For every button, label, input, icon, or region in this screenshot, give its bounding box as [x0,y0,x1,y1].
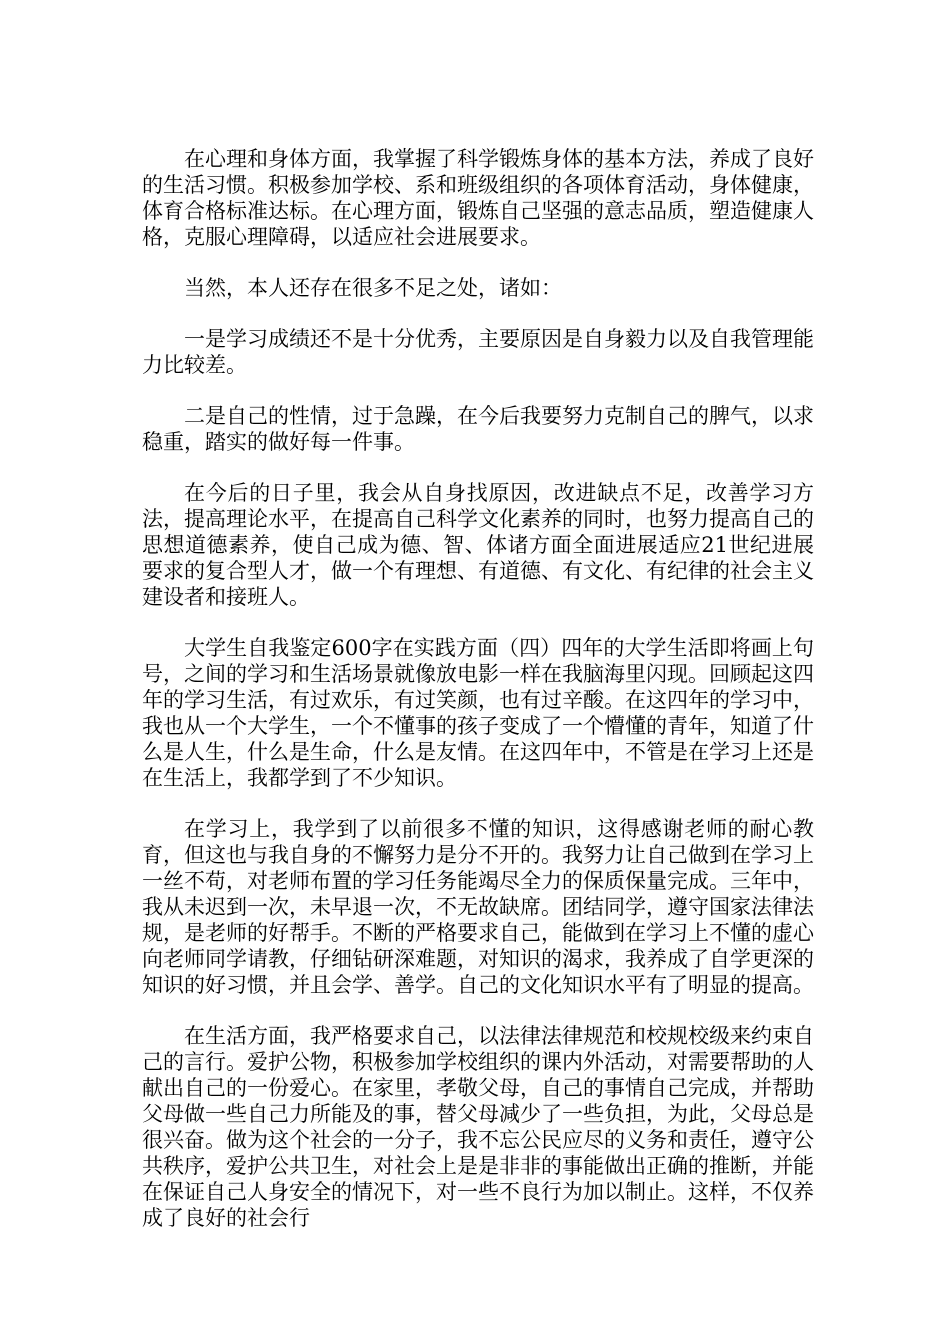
document-body [142,146,814,1256]
paragraph-study: 在学习上，我学到了以前很多不懂的知识，这得感谢老师的耐心教育，但这也与我自身的不懈努力是分不开的。我努力让自己做到在学习上一丝不苟，对老师布置的学习任务能竭尽全力的保质保量完成。三年中，我从未迟到一次，未早退一次，不无故缺席。团结同学，遵守国家法律法规，是老师的好帮手。不断的严格要求自己，能做到在学习上不懂的虚心向老师同学请教，仔细钻研深难题，对知识的渴求，我养成了自学更深的知识的好习惯，并且会学、善学。自己的文化知识水平有了明显的提高。 [142,817,814,997]
paragraph-shortcoming-one: 一是学习成绩还不是十分优秀，主要原因是自身毅力以及自我管理能力比较差。 [142,327,814,377]
paragraph-four-years-review: 大学生自我鉴定600字在实践方面（四）四年的大学生活即将画上句号，之间的学习和生活场景就像放电影一样在我脑海里闪现。回顾起这四年的学习生活，有过欢乐，有过笑颜，也有过辛酸。在这四年的学习中，我也从一个大学生，一个不懂事的孩子变成了一个懵懂的青年，知道了什么是人生，什么是生命，什么是友情。在这四年中，不管是在学习上还是在生活上，我都学到了不少知识。 [142,636,814,790]
paragraph-shortcoming-two: 二是自己的性情，过于急躁，在今后我要努力克制自己的脾气，以求稳重，踏实的做好每一件事。 [142,404,814,454]
paragraph-life: 在生活方面，我严格要求自己，以法律法律规范和校规校级来约束自己的言行。爱护公物，积极参加学校组织的课内外活动，对需要帮助的人献出自己的一份爱心。在家里，孝敬父母，自己的事情自己完成，并帮助父母做一些自己力所能及的事，替父母减少了一些负担，为此，父母总是很兴奋。做为这个社会的一分子，我不忘公民应尽的义务和责任，遵守公共秩序，爱护公共卫生，对社会上是是非非的事能做出正确的推断，并能在保证自己人身安全的情况下，对一些不良行为加以制止。这样，不仅养成了良好的社会行 [142,1024,814,1230]
paragraph-physical-mental: 在心理和身体方面，我掌握了科学锻炼身体的基本方法，养成了良好的生活习惯。积极参加学校、系和班级组织的各项体育活动，身体健康，体育合格标准达标。在心理方面，锻炼自己坚强的意志品质，塑造健康人格，克服心理障碍，以适应社会进展要求。 [142,147,814,249]
paragraph-future-plans: 在今后的日子里，我会从自身找原因，改进缺点不足，改善学习方法，提高理论水平，在提高自己科学文化素养的同时，也努力提高自己的思想道德素养，使自己成为德、智、体诸方面全面进展适应21世纪进展要求的复合型人才，做一个有理想、有道德、有文化、有纪律的社会主义建设者和接班人。 [142,481,814,609]
paragraph-shortcomings-intro: 当然，本人还存在很多不足之处，诸如： [184,276,562,300]
